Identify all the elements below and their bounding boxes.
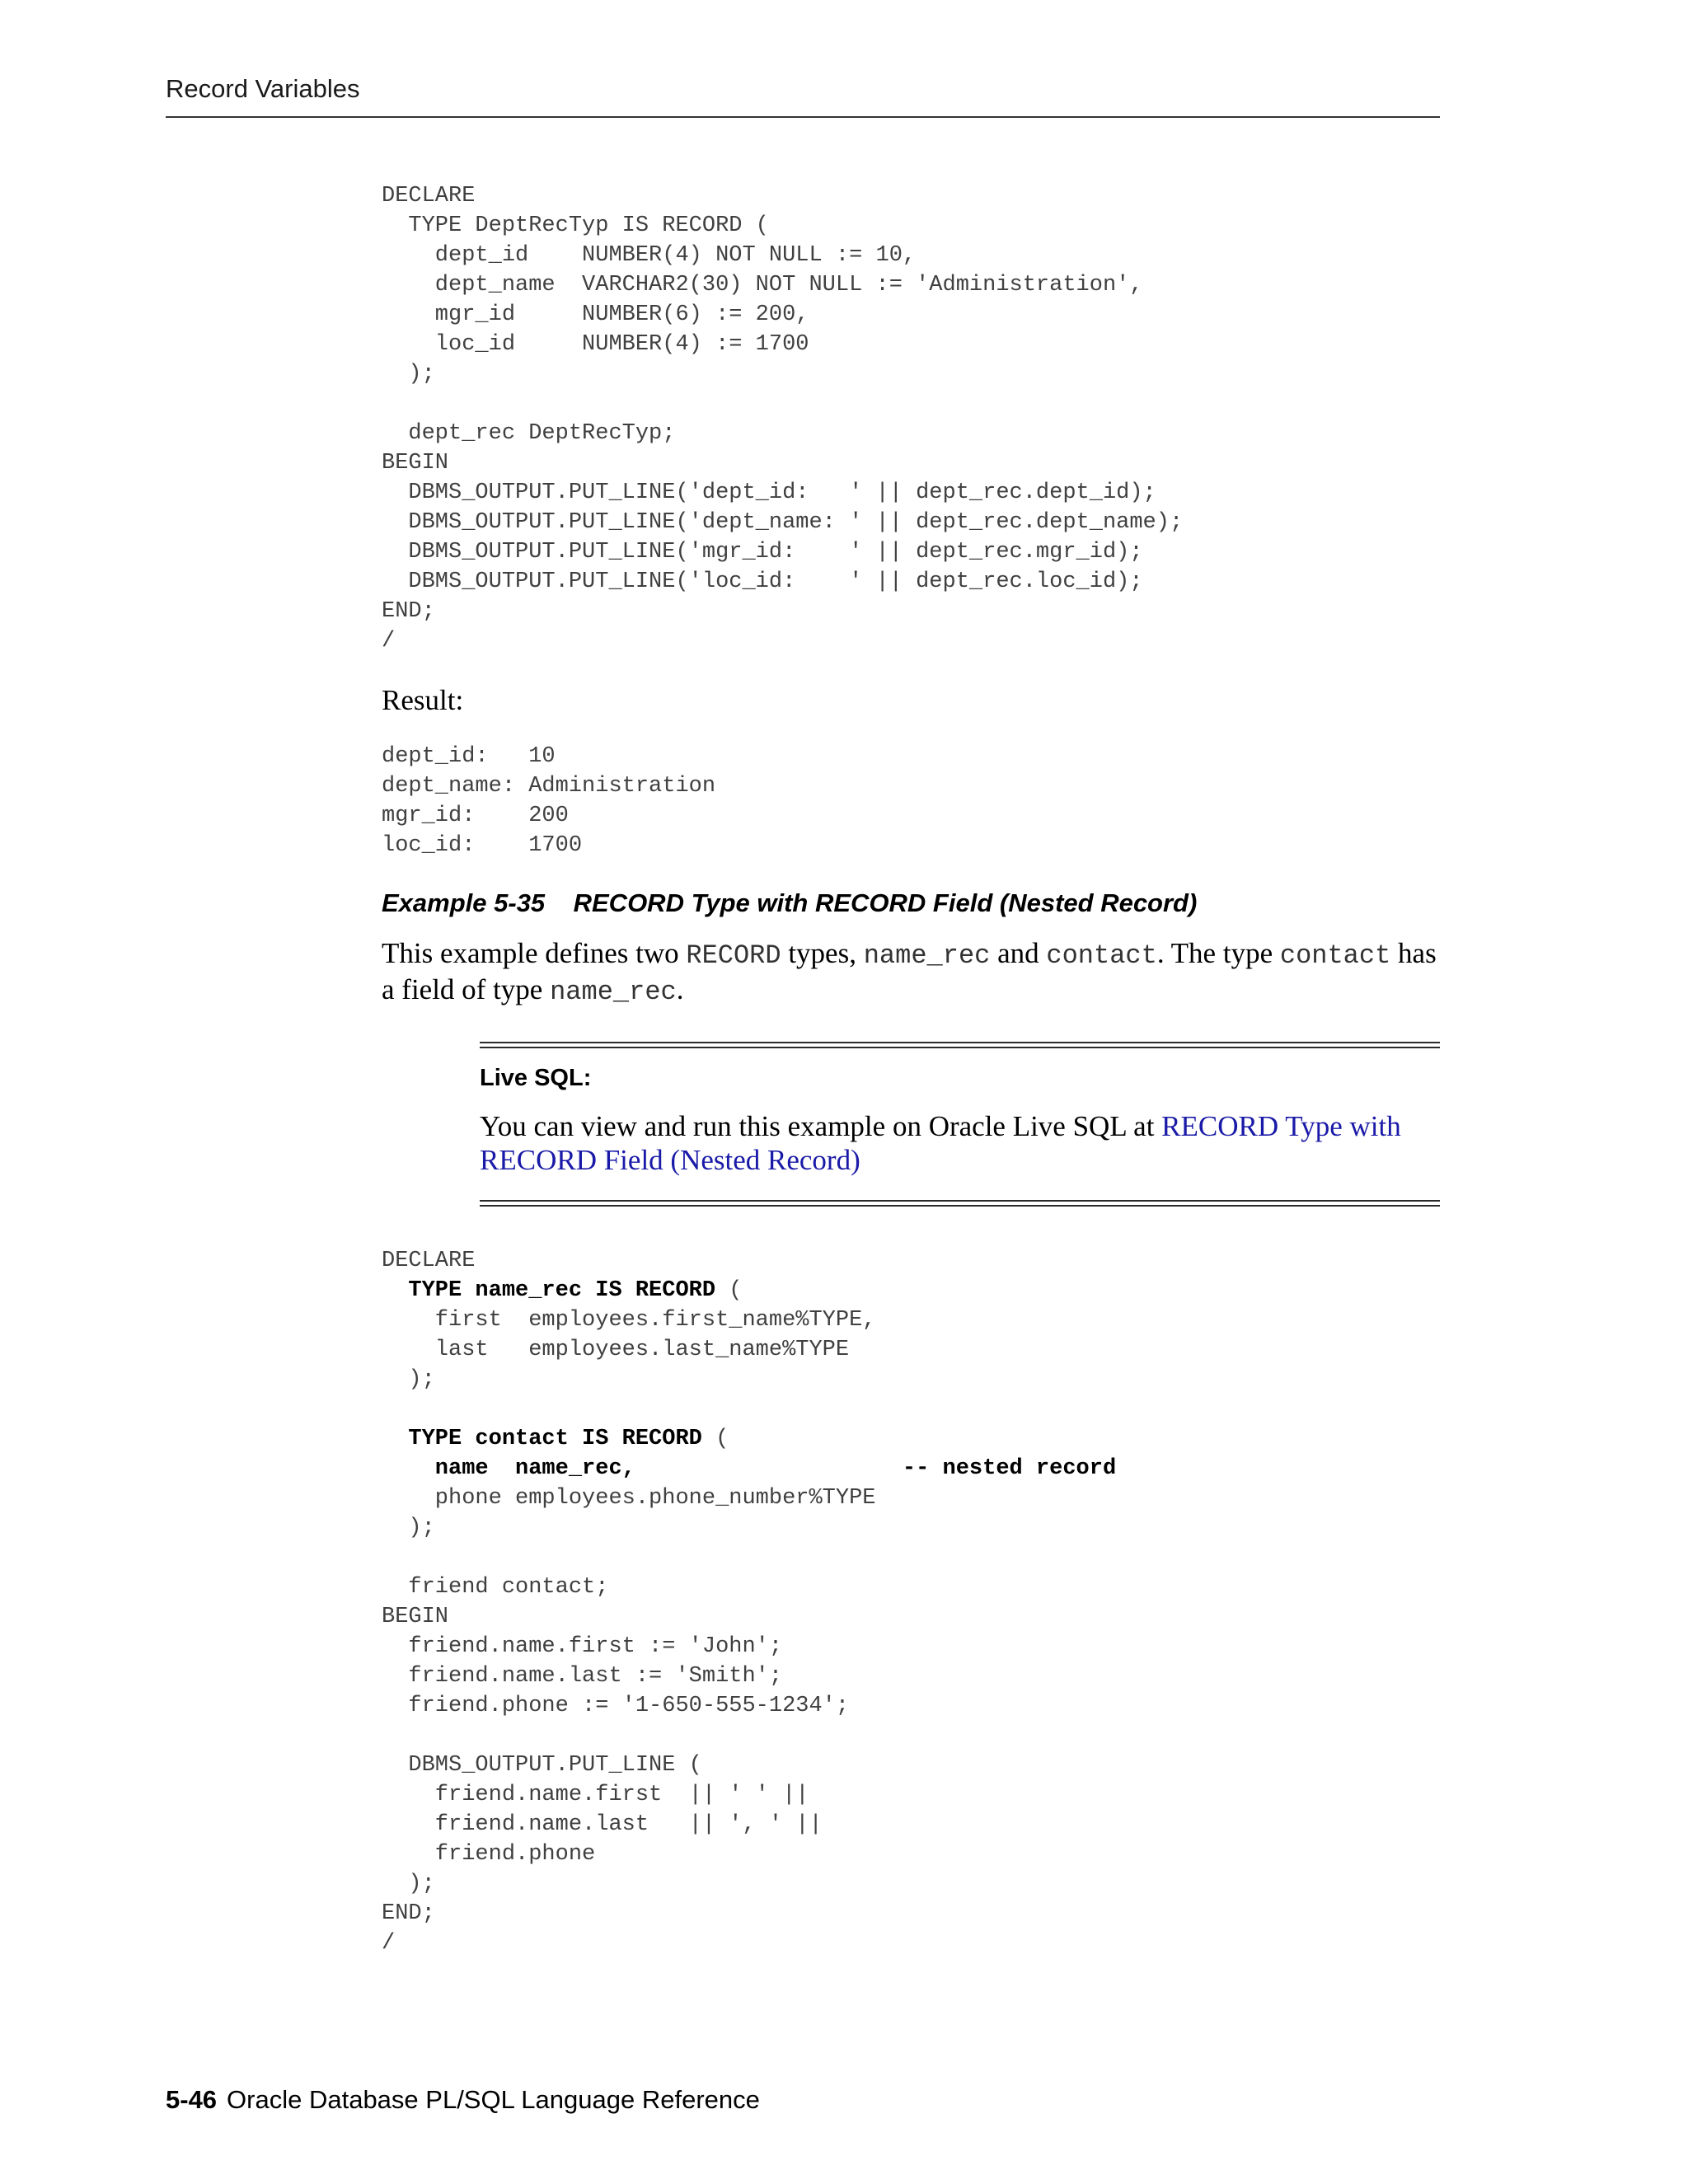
example-description: This example defines two RECORD types, name_rec and contact. The type contact has a field of type name_rec. [382,937,1437,1007]
note-rule-top [480,1042,1440,1048]
note-text: You can view and run this example on Oracle Live SQL at RECORD Type with RECORD Field (Nested Record) [480,1110,1401,1176]
result-label: Result: [382,684,464,716]
code-block-dept-rec: DECLARE TYPE DeptRecTyp IS RECORD ( dept_id NUMBER(4) NOT NULL := 10, dept_name VARCHAR2(30) NOT NULL := 'Administration', mgr_id NUMBER(6) := 200, loc_id NUMBER(4) := 1700 ); dept_rec DeptRecTyp; BEGIN DBMS_OUTPUT.PUT_LINE('dept_id: ' || dept_rec.dept_id); DBMS_OUTPUT.PUT_LINE('dept_name: ' || dept_rec.dept_name); DBMS_OUTPUT.PUT_LINE('mgr_id: ' || dept_rec.mgr_id); DBMS_OUTPUT.PUT_LINE('loc_id: ' || dept_rec.loc_id); END; / [382,184,1184,654]
result-output: dept_id: 10 dept_name: Administration mgr_id: 200 loc_id: 1700 [382,744,716,858]
running-header: Record Variables [166,74,360,103]
book-title: Oracle Database PL/SQL Language Reference [227,2085,760,2114]
note-title: Live SQL: [480,1065,592,1091]
header-rule [166,116,1440,118]
code-block-nested-record: DECLARE TYPE name_rec IS RECORD ( first employees.first_name%TYPE, last employees.last_name%TYPE ); TYPE contact IS RECORD ( name name_rec, -- nested record phone employees.phone_number%TYPE ); friend contact; BEGIN friend.name.first := 'John'; friend.name.last := 'Smith'; friend.phone := '1-650-555-1234'; DBMS_OUTPUT.PUT_LINE ( friend.name.first || ' ' || friend.name.last || ', ' || friend.phone ); END; / [382,1249,1117,1956]
note-rule-bottom [480,1200,1440,1207]
live-sql-link[interactable]: RECORD Type with RECORD Field (Nested Record) [480,1110,1401,1176]
example-title: Example 5-35 RECORD Type with RECORD Field (Nested Record) [382,888,1198,917]
page-footer [166,2085,760,2115]
page-number: 5-46 [166,2085,218,2114]
